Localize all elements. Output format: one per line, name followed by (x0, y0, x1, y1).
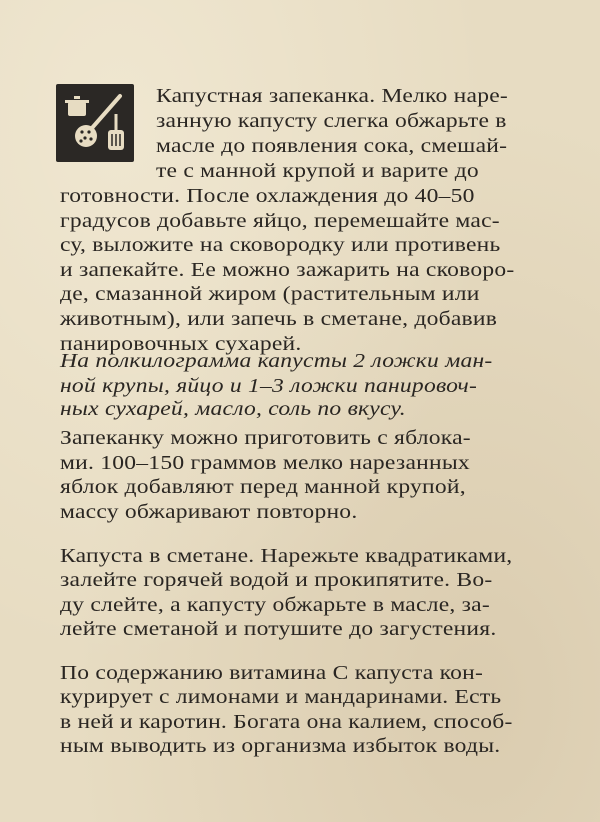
ingredients-line: ной крупы, яйцо и 1–3 ложки панировоч- (60, 375, 478, 397)
recipe-sour-cream-line: лейте сметаной и потушите до загустения. (60, 618, 497, 640)
apple-variant-line: массу обжаривают повторно. (60, 501, 358, 523)
recipe-sour-cream-line: залейте горячей водой и прокипятите. Во- (60, 569, 493, 591)
recipe-casserole-line: животным), или запечь в сметане, добавив (60, 308, 498, 330)
recipe-casserole-line: Капустная запеканка. Мелко наре- (156, 85, 508, 107)
vitamin-note-line: ным выводить из организма избыток воды. (60, 735, 501, 757)
ingredients-line: ных сухарей, масло, соль по вкусу. (60, 398, 406, 420)
vitamin-note-line: в ней и каротин. Богата она калием, способ- (60, 711, 513, 733)
vitamin-note-line: курирует с лимонами и мандаринами. Есть (60, 686, 502, 708)
recipe-casserole-line: занную капусту слегка обжарьте в (156, 110, 507, 132)
recipe-sour-cream-line: ду слейте, а капусту обжарьте в масле, за- (60, 594, 490, 616)
recipe-casserole-line: су, выложите на сковородку или противень (60, 234, 501, 256)
recipe-casserole-line: готовности. После охлаждения до 40–50 (60, 185, 475, 207)
recipe-casserole-line: де, смазанной жиром (растительным или (60, 283, 480, 305)
recipe-casserole-line: градусов добавьте яйцо, перемешайте мас- (60, 210, 500, 232)
recipe-casserole-line: панировочных сухарей. (60, 333, 302, 355)
ingredients-line: На полкилограмма капусты 2 ложки ман- (60, 350, 493, 372)
apple-variant-line: Запеканку можно приготовить с яблока- (60, 427, 471, 449)
apple-variant-line: ми. 100–150 граммов мелко нарезанных (60, 452, 470, 474)
recipe-casserole-line: масле до появления сока, смешай- (156, 135, 508, 157)
recipe-casserole-line: и запекайте. Ее можно зажарить на сковоро- (60, 259, 515, 281)
recipe-casserole-line: те с манной крупой и варите до (156, 160, 479, 182)
apple-variant-line: яблок добавляют перед манной крупой, (60, 476, 466, 498)
recipe-sour-cream-line: Капуста в сметане. Нарежьте квадратиками, (60, 545, 513, 567)
vitamin-note-line: По содержанию витамина С капуста кон- (60, 662, 484, 684)
cooking-pot-and-utensils-icon (56, 84, 134, 162)
